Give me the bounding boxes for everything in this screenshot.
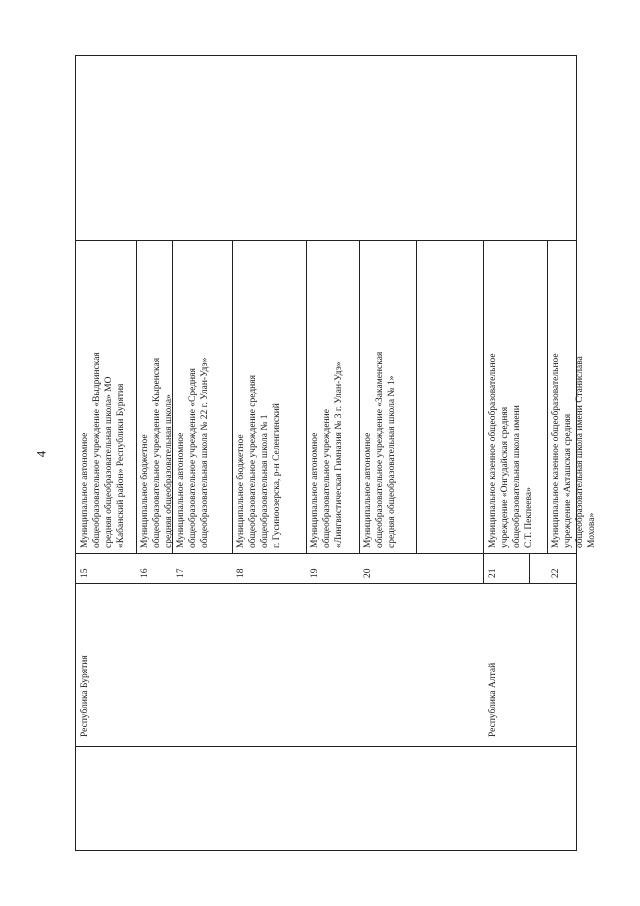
row-number: 20 <box>363 568 373 578</box>
region-name: Республика Бурятия <box>80 655 90 737</box>
col-separator <box>76 746 576 747</box>
school-name: Муниципальное казенное общеобразовательное учреждение «Онгудайская средняя общеобразовательная школа имени С.Т. Пекпеева» <box>488 353 534 548</box>
row-separator <box>136 241 137 554</box>
rotated-table-content <box>75 55 597 851</box>
row-number: 15 <box>80 568 90 578</box>
row-number: 22 <box>551 568 561 578</box>
schools-table <box>75 55 597 851</box>
school-name: Муниципальное автономное общеобразовательное учреждение «Лингвистическая Гимназия № 3 г. Улан-Удэ» <box>310 361 344 548</box>
school-name: Муниципальное автономное общеобразовательное учреждение «Выдринская средняя общеобразовательная школа» МО «Кабанский район» Республики Бурятия <box>80 352 126 548</box>
row-separator <box>529 554 530 584</box>
row-number: 17 <box>176 568 186 578</box>
row-separator <box>232 241 233 554</box>
region-name: Республика Алтай <box>488 662 498 737</box>
school-name: Муниципальное бюджетное общеобразовательное учреждение средняя общеобразовательная школа № 1 г. Гусиноозерска, р-н Селенгинский <box>236 374 282 548</box>
col-separator <box>76 583 576 584</box>
row-separator <box>416 241 417 554</box>
row-number: 19 <box>310 568 320 578</box>
row-number: 16 <box>140 568 150 578</box>
row-number: 18 <box>236 568 246 578</box>
row-number: 21 <box>488 568 498 578</box>
school-name: Муниципальное бюджетное общеобразовательное учреждение «Кыренская средняя общеобразовательная школа» <box>140 357 174 548</box>
row-separator <box>359 241 360 554</box>
row-separator <box>547 241 548 554</box>
row-separator <box>306 241 307 554</box>
school-name: Муниципальное казенное общеобразовательное учреждение «Акташская средняя общеобразовательная школа имени Станислава Мохова» <box>551 353 597 548</box>
region-separator <box>483 241 484 584</box>
school-name: Муниципальное автономное общеобразовательное учреждение «Средняя общеобразовательная школа № 22 г. Улан-Удэ» <box>176 357 210 548</box>
page-number: 4 <box>33 450 49 458</box>
school-name: Муниципальное автономное общеобразовательное учреждение «Закаменская средняя общеобразовательная школа № 1» <box>363 351 397 548</box>
col-separator <box>76 553 576 554</box>
